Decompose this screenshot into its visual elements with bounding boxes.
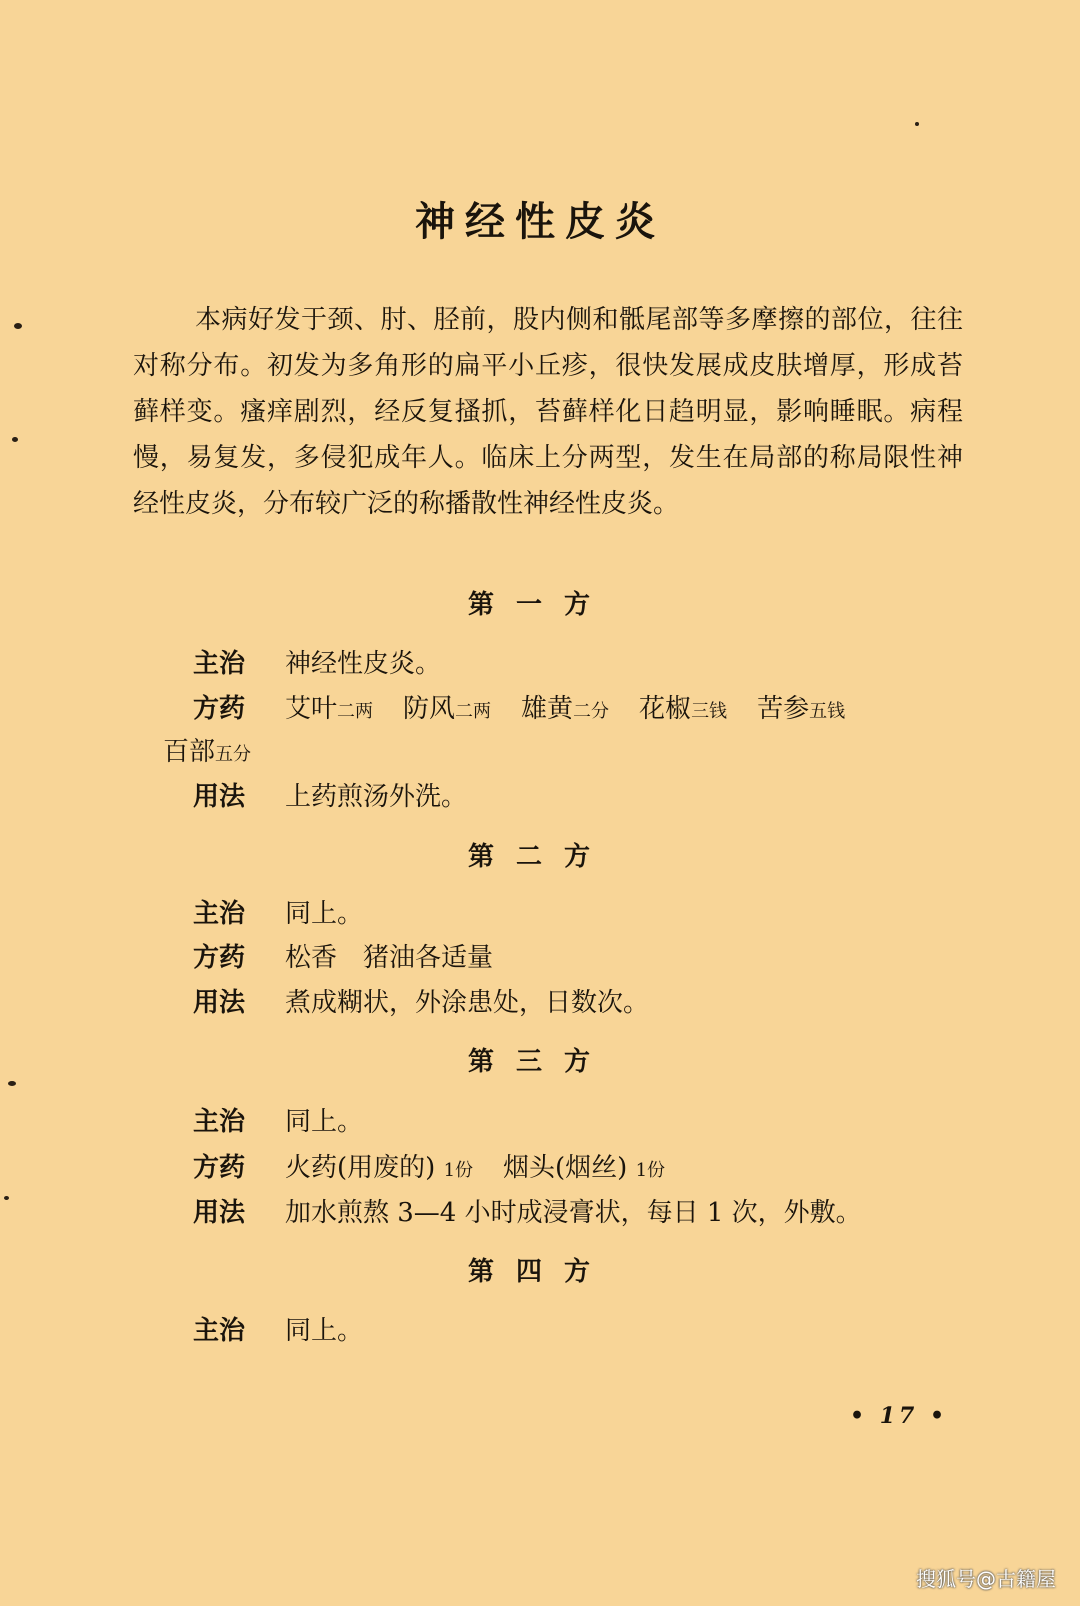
herb-item bbox=[403, 688, 491, 725]
section-2-prescription-row bbox=[193, 937, 493, 974]
intro-paragraph: 本病好发于颈、肘、胫前，股内侧和骶尾部等多摩擦的部位，往往对称分布。初发为多角形的扁平小丘疹，很快发展成皮肤增厚，形成苔藓样变。瘙痒剧烈，经反复搔抓，苔藓样化日趋明显，影响睡眠。病程慢，易复发，多侵犯成年人。临床上分两型，发生在局部的称局限性神经性皮炎，分布较广泛的称播散性神经性皮炎。 bbox=[133, 305, 963, 519]
section-heading-3: 第三方 bbox=[467, 1047, 612, 1077]
indication-label: 主治 bbox=[193, 1316, 246, 1346]
usage-text: 加水煎熬 3—4 小时成浸膏状，每日 1 次，外敷。 bbox=[285, 1198, 862, 1228]
herb-dose: 二两 bbox=[455, 701, 492, 722]
section-1-indication-row bbox=[193, 643, 441, 680]
prescription-text: 松香 猪油各适量 bbox=[285, 943, 494, 973]
herb-item bbox=[285, 1147, 473, 1184]
section-heading-4: 第四方 bbox=[467, 1257, 612, 1287]
herb-dose: 三钱 bbox=[691, 701, 728, 722]
prescription-label: 方药 bbox=[193, 943, 246, 973]
herb-item bbox=[285, 688, 373, 725]
herb-name: 烟头(烟丝) bbox=[503, 1153, 628, 1183]
herb-item bbox=[503, 1147, 665, 1184]
indication-label: 主治 bbox=[193, 899, 246, 929]
watermark: 搜狐号@古籍屋 bbox=[916, 1567, 1056, 1591]
usage-label: 用法 bbox=[193, 782, 246, 812]
section-4-indication-row bbox=[193, 1310, 363, 1347]
prescription-label: 方药 bbox=[193, 1153, 246, 1183]
herb-item bbox=[163, 731, 251, 768]
herb-item bbox=[639, 688, 727, 725]
herb-name: 雄黄 bbox=[521, 694, 574, 724]
section-3-prescription-row bbox=[193, 1147, 695, 1184]
usage-label: 用法 bbox=[193, 1198, 246, 1228]
herb-name: 火药(用废的) bbox=[285, 1153, 436, 1183]
section-1-prescription-row bbox=[193, 688, 845, 725]
indication-text: 同上。 bbox=[285, 899, 364, 929]
prescription-label: 方药 bbox=[193, 694, 246, 724]
herb-dose: 五分 bbox=[215, 744, 252, 765]
herb-name: 艾叶 bbox=[285, 694, 338, 724]
herb-name: 防风 bbox=[403, 694, 456, 724]
herb-name: 花椒 bbox=[639, 694, 692, 724]
scan-speck bbox=[14, 323, 22, 329]
herb-name: 苦参 bbox=[757, 694, 810, 724]
page-title: 神经性皮炎 bbox=[415, 199, 665, 245]
indication-label: 主治 bbox=[193, 1107, 246, 1137]
scan-speck bbox=[12, 437, 18, 442]
section-2-usage-row bbox=[193, 982, 649, 1019]
herb-item bbox=[521, 688, 609, 725]
indication-label: 主治 bbox=[193, 649, 246, 679]
section-heading-1: 第一方 bbox=[467, 590, 612, 620]
section-1-usage-row bbox=[193, 776, 467, 813]
section-3-indication-row bbox=[193, 1101, 363, 1138]
page-number-value: 17 bbox=[879, 1403, 919, 1429]
herb-item bbox=[757, 688, 845, 725]
scan-speck bbox=[4, 1196, 9, 1200]
section-2-indication-row bbox=[193, 893, 363, 930]
herb-dose: 二分 bbox=[573, 701, 610, 722]
herb-dose: 二两 bbox=[337, 701, 374, 722]
page-number: • 17 • bbox=[850, 1403, 949, 1429]
section-3-usage-row bbox=[193, 1192, 862, 1229]
scan-speck bbox=[915, 122, 919, 126]
indication-text: 神经性皮炎。 bbox=[285, 649, 442, 679]
herb-dose: 1份 bbox=[443, 1160, 474, 1181]
indication-text: 同上。 bbox=[285, 1316, 364, 1346]
usage-text: 煮成糊状，外涂患处，日数次。 bbox=[285, 988, 650, 1018]
herb-name: 百部 bbox=[163, 737, 216, 767]
herb-dose: 1份 bbox=[635, 1160, 666, 1181]
indication-text: 同上。 bbox=[285, 1107, 364, 1137]
scan-speck bbox=[8, 1081, 16, 1086]
usage-text: 上药煎汤外洗。 bbox=[285, 782, 468, 812]
usage-label: 用法 bbox=[193, 988, 246, 1018]
section-heading-2: 第二方 bbox=[467, 842, 612, 872]
herb-dose: 五钱 bbox=[809, 701, 846, 722]
